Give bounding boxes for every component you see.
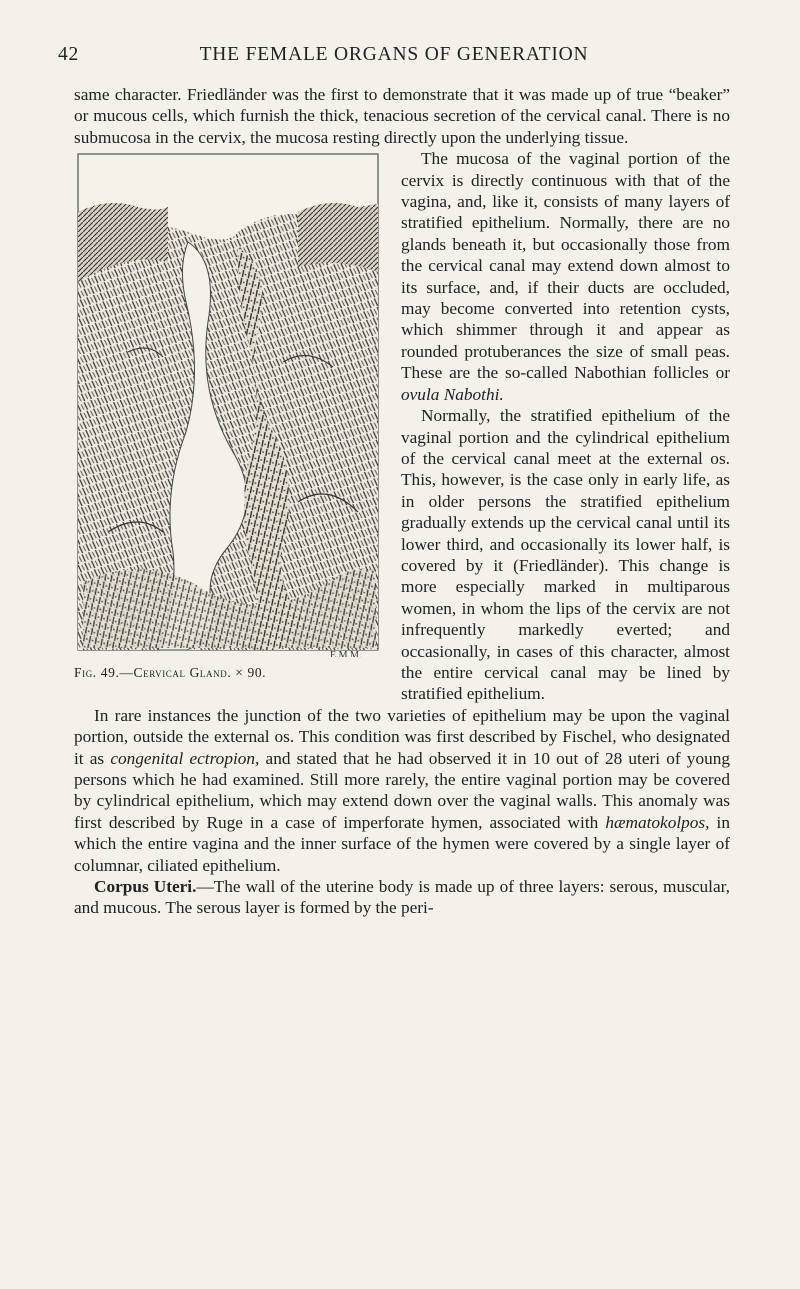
section-heading-corpus-uteri: Corpus Uteri.: [94, 877, 197, 897]
cervical-gland-illustration: [68, 152, 383, 657]
paragraph-2-text: The mucosa of the vaginal portion of the cervix is directly continuous with that of the vagina, and, like it, consists of many layers of stratified epithelium. Normally, there are no glands beneath it, but occasionally those from the cervical canal may extend down almost to its surface, and, if their ducts are occluded, may become converted into retention cysts, which shimmer through it and appear as rounded protuberances the size of small peas. These are the so-called Nabothian follicles or: [401, 149, 730, 383]
illustrator-signature: E.M.M.: [330, 650, 362, 658]
paragraph-3: Normally, the stratified epithelium of the vaginal portion and the cylindrical epithelium of the cervical canal meet at the external os. This, however, is the case only in early life, as in older persons the stratified epithelium gradually extends up the cervical canal until its lower third, and occasionally its lower half, is covered by it (Friedländer). This change is more especially marked in multiparous women, in whom the lips of the cervix are not infrequently markedly everted; and occasionally, in cases of this character, almost the entire cervical canal may be lined by stratified epithelium.: [401, 406, 730, 704]
running-header: [58, 44, 730, 74]
paragraph-4-italic-2: hæmatokolpos,: [605, 812, 710, 832]
body-text: [74, 84, 730, 919]
page-number: 42: [58, 44, 80, 65]
paragraph-4-text-a: In rare instances the junction of the two varieties of epithelium may be upon the vaginal portion, outside the external os. This condition was first described by Fischel, who designated it as: [74, 705, 730, 768]
paragraph-5: [74, 876, 730, 919]
running-title: THE FEMALE ORGANS OF GENERATION: [199, 44, 589, 65]
paragraph-4-text-b: and stated that he had observed it in 10 out of 28 uteri of young persons which he had examined. Still more rarely, the entire vaginal portion may be covered by cylindrical epithelium, which may extend down over the vaginal walls. This anomaly was first described by Ruge in a case of imperforate hymen, associated with: [74, 748, 731, 832]
paragraph-4-italic-1: congenital ectropion,: [110, 748, 260, 768]
paragraph-1: same character. Friedländer was the first to demonstrate that it was made up of true “beaker” or mucous cells, which furnish the thick, tenacious secretion of the cervical canal. There is no submucosa in the cervix, the mucosa resting directly upon the underlying tissue.: [74, 85, 730, 147]
paragraph-4-text-c: in which the entire vagina and the inner surface of the hymen were covered by a single layer of columnar, ciliated epithelium.: [74, 812, 730, 875]
paragraph-4: [74, 705, 730, 876]
paragraph-5-text: —The wall of the uterine body is made up of three layers: serous, muscular, and mucous. The serous layer is formed by the peri-: [74, 877, 730, 918]
paragraph-2-italic: ovula Nabothi.: [401, 384, 504, 404]
figure-49: [68, 152, 383, 685]
figure-caption: Fig. 49.—Cervical Gland. × 90.: [74, 665, 267, 681]
